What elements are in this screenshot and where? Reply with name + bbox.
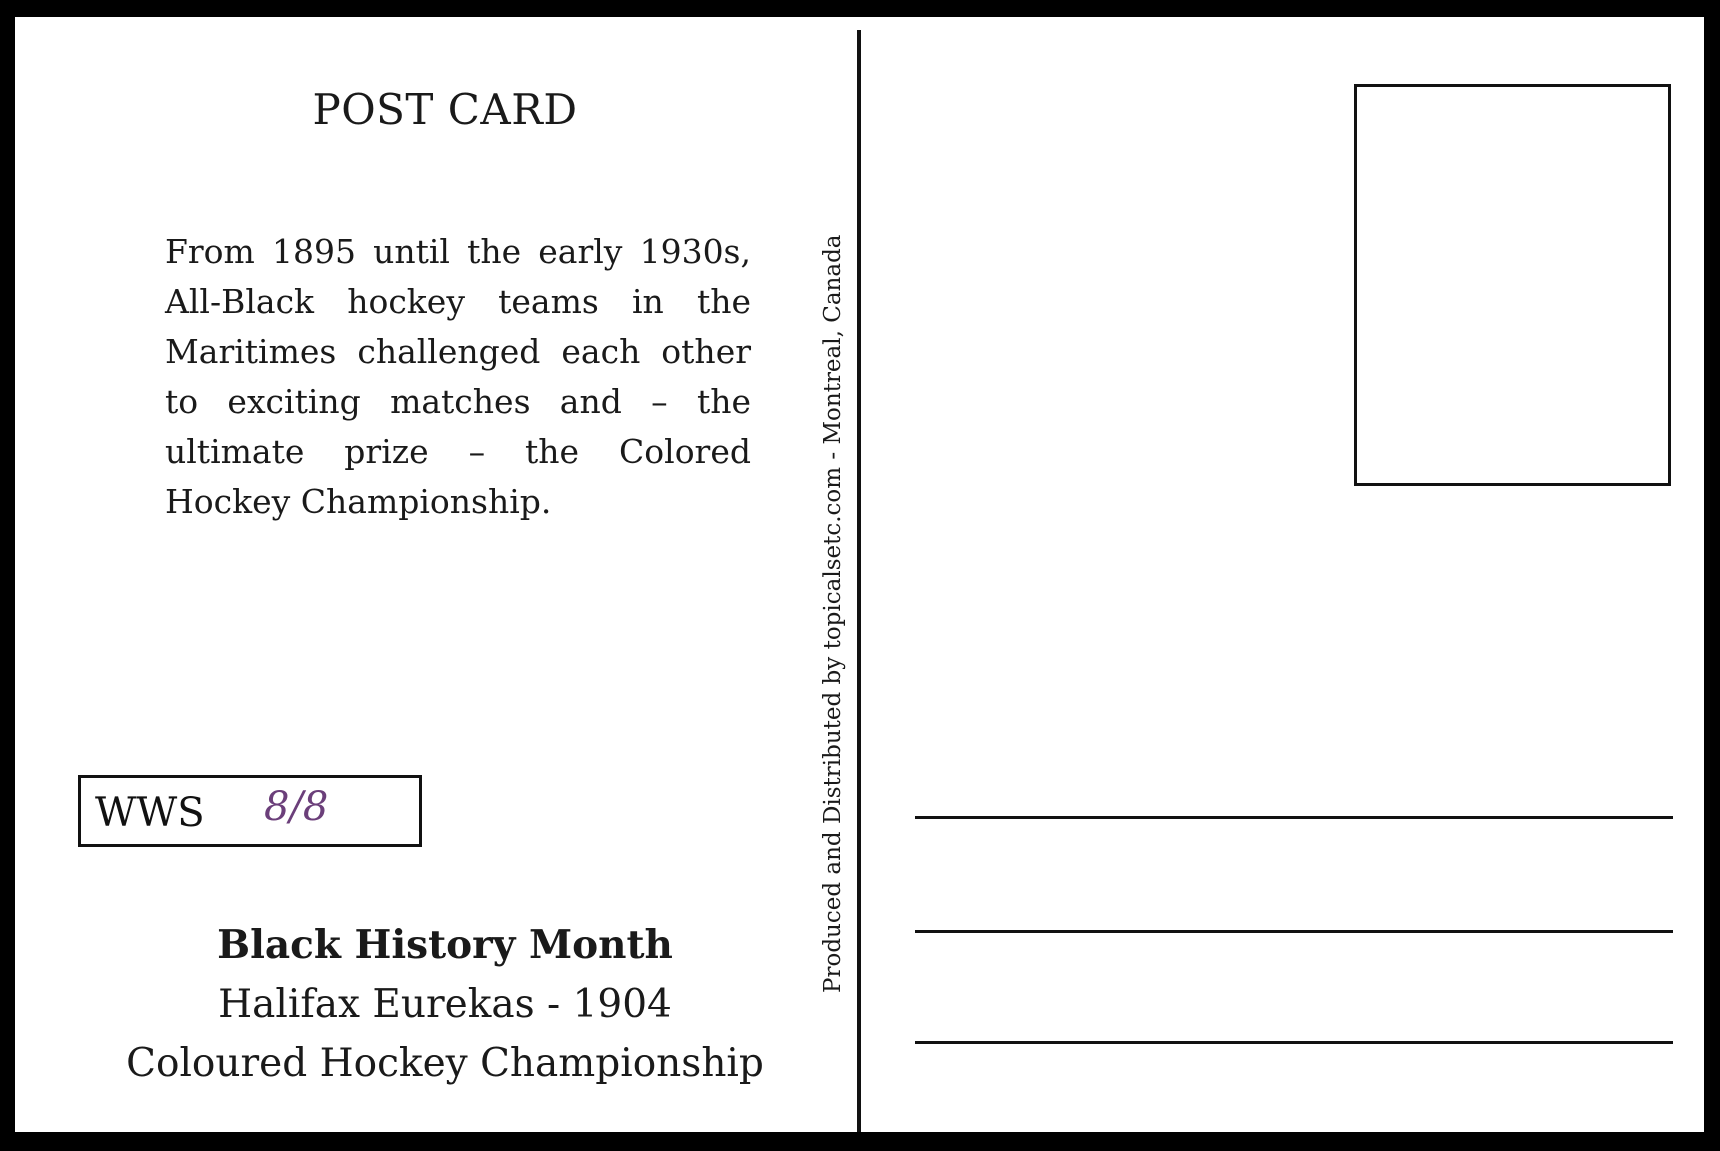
address-line-1 xyxy=(915,816,1673,819)
address-line-3 xyxy=(915,1041,1673,1044)
center-divider xyxy=(857,30,861,1132)
history-description: From 1895 until the early 1930s, All-Black hockey teams in the Maritimes challenged each other to exciting matches and – the ultimate prize – the Colored Hockey Championship. xyxy=(165,232,751,521)
address-line-2 xyxy=(915,930,1673,933)
caption-championship: Coloured Hockey Championship xyxy=(126,1041,764,1086)
serial-number-box xyxy=(78,775,422,847)
postcard-back xyxy=(15,17,1704,1132)
caption-team: Halifax Eurekas - 1904 xyxy=(218,982,672,1027)
serial-number-handwritten: 8/8 xyxy=(264,784,329,830)
stamp-box xyxy=(1354,84,1671,486)
postcard-title: POST CARD xyxy=(312,85,578,134)
serial-label: WWS xyxy=(95,790,205,836)
publisher-credit: Produced and Distributed by topicalsetc.com - Montreal, Canada xyxy=(820,234,846,993)
caption-title: Black History Month xyxy=(217,922,673,968)
card-caption xyxy=(75,915,815,1093)
